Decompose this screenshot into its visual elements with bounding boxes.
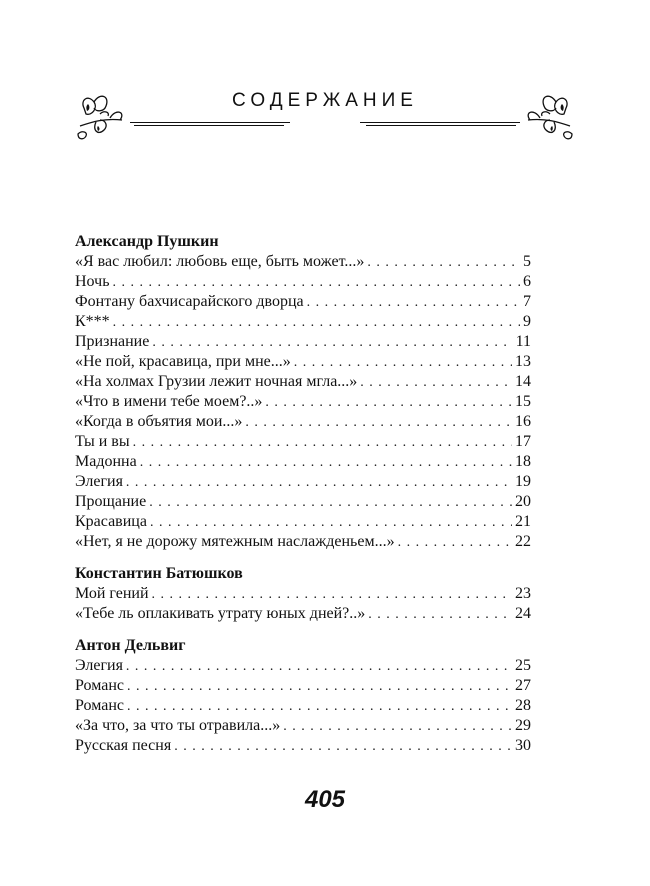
toc-section xyxy=(75,232,531,552)
toc-entry xyxy=(75,292,531,312)
dot-leader xyxy=(150,513,512,532)
toc-entry xyxy=(75,452,531,472)
entry-page-number: 23 xyxy=(515,585,531,602)
toc-entry xyxy=(75,736,531,756)
entry-title: Романс xyxy=(75,677,124,694)
floral-ornament-icon xyxy=(70,78,140,148)
entry-title: «Тебе ль оплакивать утрату юных дней?..» xyxy=(75,605,366,622)
dot-leader xyxy=(149,493,512,512)
entry-page-number: 28 xyxy=(515,697,531,714)
entry-page-number: 24 xyxy=(515,605,531,622)
entry-page-number: 19 xyxy=(515,473,531,490)
dot-leader xyxy=(368,605,512,624)
entry-title: Ты и вы xyxy=(75,433,130,450)
entry-title: «Нет, я не дорожу мятежным наслажденьем...» xyxy=(75,533,395,550)
dot-leader xyxy=(360,373,512,392)
entry-title: Элегия xyxy=(75,657,123,674)
contents-header xyxy=(70,78,580,148)
title-rule-right-thin xyxy=(366,125,516,126)
toc-entry xyxy=(75,372,531,392)
entry-title: «Что в имени тебе моем?..» xyxy=(75,393,263,410)
dot-leader xyxy=(245,413,512,432)
entry-page-number: 20 xyxy=(515,493,531,510)
toc-entry xyxy=(75,492,531,512)
toc-entry xyxy=(75,332,531,352)
dot-leader xyxy=(127,697,512,716)
dot-leader xyxy=(152,585,512,604)
floral-ornament-icon xyxy=(510,78,580,148)
toc-entry xyxy=(75,352,531,372)
entry-page-number: 22 xyxy=(515,533,531,550)
toc-entry xyxy=(75,312,531,332)
toc-entry xyxy=(75,532,531,552)
toc-entry xyxy=(75,272,531,292)
dot-leader xyxy=(127,677,512,696)
entry-page-number: 25 xyxy=(515,657,531,674)
entry-title: Мой гений xyxy=(75,585,149,602)
dot-leader xyxy=(294,353,512,372)
entry-page-number: 14 xyxy=(515,373,531,390)
entry-title: «На холмах Грузии лежит ночная мгла...» xyxy=(75,373,358,390)
toc-section xyxy=(75,636,531,756)
title-rule-right xyxy=(360,122,520,123)
toc-entry xyxy=(75,656,531,676)
entry-title: «Когда в объятия мои...» xyxy=(75,413,243,430)
toc-entry xyxy=(75,676,531,696)
title-rule-left xyxy=(130,122,290,123)
toc-entry xyxy=(75,432,531,452)
entry-page-number: 29 xyxy=(515,717,531,734)
entry-page-number: 9 xyxy=(523,313,531,330)
entry-page-number: 18 xyxy=(515,453,531,470)
entry-title: Мадонна xyxy=(75,453,137,470)
dot-leader xyxy=(140,453,512,472)
entry-page-number: 16 xyxy=(515,413,531,430)
page-number: 405 xyxy=(304,786,346,813)
author-heading: Антон Дельвиг xyxy=(75,637,186,654)
entry-title: Русская песня xyxy=(75,737,172,754)
toc-entry xyxy=(75,472,531,492)
entry-title: Ночь xyxy=(75,273,110,290)
toc-entry xyxy=(75,716,531,736)
dot-leader xyxy=(126,473,512,492)
toc-entry xyxy=(75,252,531,272)
dot-leader xyxy=(398,533,512,552)
toc-entry xyxy=(75,584,531,604)
entry-page-number: 27 xyxy=(515,677,531,694)
dot-leader xyxy=(126,657,512,676)
dot-leader xyxy=(174,737,512,756)
toc-section xyxy=(75,564,531,624)
entry-page-number: 17 xyxy=(515,433,531,450)
dot-leader xyxy=(307,293,520,312)
entry-title: «Не пой, красавица, при мне...» xyxy=(75,353,291,370)
toc-entry xyxy=(75,392,531,412)
dot-leader xyxy=(133,433,512,452)
dot-leader xyxy=(112,273,520,292)
table-of-contents xyxy=(75,232,531,768)
entry-title: Элегия xyxy=(75,473,123,490)
dot-leader xyxy=(152,333,512,352)
toc-entry xyxy=(75,412,531,432)
author-heading: Константин Батюшков xyxy=(75,565,243,582)
toc-entry xyxy=(75,696,531,716)
entry-title: «Я вас любил: любовь еще, быть может...» xyxy=(75,253,365,270)
entry-title: «За что, за что ты отравила...» xyxy=(75,717,281,734)
entry-page-number: 7 xyxy=(523,293,531,310)
entry-title: Прощание xyxy=(75,493,147,510)
entry-title: К*** xyxy=(75,313,110,330)
entry-page-number: 15 xyxy=(515,393,531,410)
entry-title: Романс xyxy=(75,697,124,714)
entry-page-number: 13 xyxy=(515,353,531,370)
entry-page-number: 21 xyxy=(515,513,531,530)
entry-page-number: 6 xyxy=(523,273,531,290)
toc-entry xyxy=(75,512,531,532)
dot-leader xyxy=(283,717,512,736)
page-title: СОДЕРЖАНИЕ xyxy=(232,90,418,111)
entry-page-number: 30 xyxy=(515,737,531,754)
toc-entry xyxy=(75,604,531,624)
title-rule-left-thin xyxy=(134,125,284,126)
entry-title: Фонтану бахчисарайского дворца xyxy=(75,293,304,310)
dot-leader xyxy=(113,313,520,332)
author-heading: Александр Пушкин xyxy=(75,233,219,250)
entry-title: Красавица xyxy=(75,513,147,530)
entry-page-number: 11 xyxy=(515,333,531,350)
dot-leader xyxy=(265,393,512,412)
entry-page-number: 5 xyxy=(523,253,531,270)
dot-leader xyxy=(367,253,520,272)
entry-title: Признание xyxy=(75,333,150,350)
